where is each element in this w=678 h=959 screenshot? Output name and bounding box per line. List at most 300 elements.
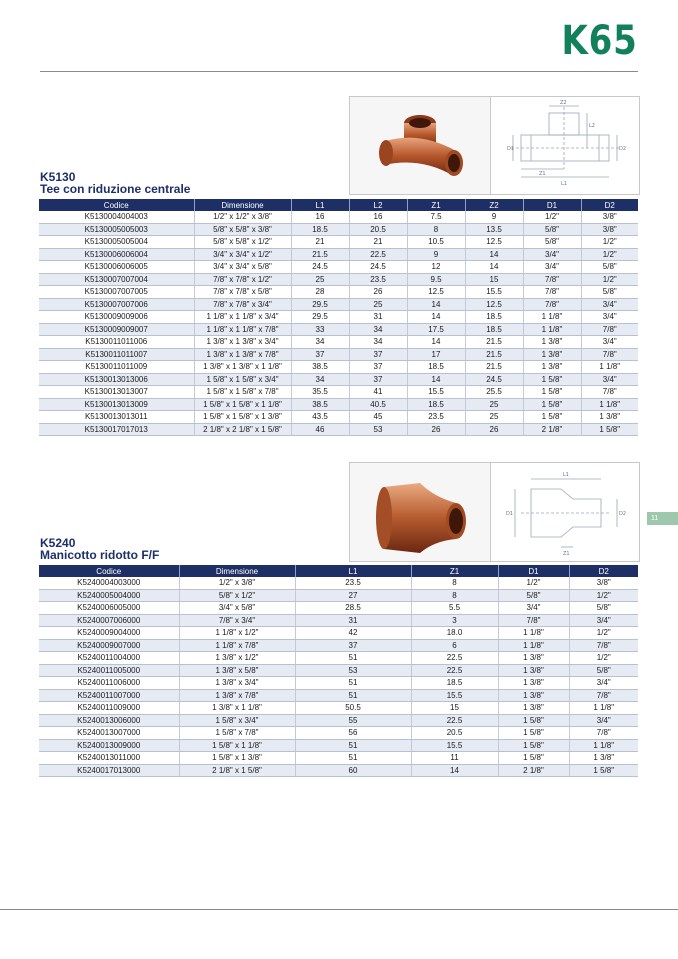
table-cell: 7/8" x 7/8" x 3/4"	[194, 298, 291, 311]
table-cell: K5130004004003	[39, 211, 194, 223]
table-row	[39, 627, 638, 640]
table-cell: 31	[295, 614, 411, 627]
table-cell: 53	[295, 664, 411, 677]
table-cell: K5240011006000	[39, 677, 179, 690]
table-cell: 7/8"	[581, 386, 638, 399]
table-cell: 1 5/8" x 1 5/8" x 1 3/8"	[194, 411, 291, 424]
table-row	[39, 652, 638, 665]
table-cell: 11	[411, 752, 498, 765]
table-cell: 18.5	[411, 677, 498, 690]
table-cell: 1 5/8"	[523, 398, 581, 411]
table-cell: 55	[295, 714, 411, 727]
table-cell: K5130009009007	[39, 323, 194, 336]
table-cell: 1 5/8"	[523, 373, 581, 386]
table-cell: 29.5	[291, 311, 349, 324]
reducer-label-d1: D1	[506, 511, 514, 517]
table-cell: 25	[465, 398, 523, 411]
table-cell: 2 1/8" x 1 5/8"	[179, 764, 295, 777]
table-cell: 23.5	[349, 273, 407, 286]
table-cell: 25.5	[465, 386, 523, 399]
table-row	[39, 398, 638, 411]
table-cell: 10.5	[407, 236, 465, 249]
table-row	[39, 739, 638, 752]
table-cell: 40.5	[349, 398, 407, 411]
table-row	[39, 211, 638, 223]
table-row	[39, 261, 638, 274]
table-cell: 1 3/8"	[523, 348, 581, 361]
table-cell: 14	[465, 248, 523, 261]
table-cell: K5240013007000	[39, 727, 179, 740]
table-cell: 18.5	[465, 311, 523, 324]
table-cell: 9.5	[407, 273, 465, 286]
table-cell: 18.0	[411, 627, 498, 640]
reducer-label-z1: Z1	[563, 551, 570, 557]
table-row	[39, 286, 638, 299]
table-cell: 38.5	[291, 361, 349, 374]
table-cell: 14	[407, 373, 465, 386]
table-cell: 9	[465, 211, 523, 223]
table-cell: K5130007007004	[39, 273, 194, 286]
table-cell: 16	[349, 211, 407, 223]
table-cell: 3/8"	[569, 577, 638, 589]
table-cell: 17	[407, 348, 465, 361]
table-cell: 3/4"	[569, 677, 638, 690]
page-number-tab: 11	[647, 512, 678, 525]
table-cell: K5130013013009	[39, 398, 194, 411]
table-cell: 34	[349, 323, 407, 336]
table-cell: 7/8" x 7/8" x 1/2"	[194, 273, 291, 286]
table-cell: 24.5	[291, 261, 349, 274]
table-cell: 1 1/8"	[498, 639, 569, 652]
table-cell: 9	[407, 248, 465, 261]
table-cell: 8	[411, 577, 498, 589]
table-cell: 15	[465, 273, 523, 286]
table-row	[39, 639, 638, 652]
table-cell: 3/4"	[569, 614, 638, 627]
reducer-label-d2: D2	[619, 511, 627, 517]
table-row	[39, 423, 638, 436]
column-header: Codice	[39, 565, 179, 577]
table-cell: 3/8"	[581, 223, 638, 236]
table-cell: 5/8" x 1/2"	[179, 589, 295, 602]
table-cell: 53	[349, 423, 407, 436]
table-cell: 24.5	[349, 261, 407, 274]
table-cell: 3/4"	[581, 336, 638, 349]
table-cell: 7.5	[407, 211, 465, 223]
table-row	[39, 323, 638, 336]
table-cell: K5240007006000	[39, 614, 179, 627]
table-row	[39, 714, 638, 727]
table-cell: 3/4" x 3/4" x 1/2"	[194, 248, 291, 261]
table-cell: 1 5/8"	[498, 739, 569, 752]
tee-label-l1: L1	[561, 181, 567, 187]
table-row	[39, 677, 638, 690]
table-cell: 12.5	[407, 286, 465, 299]
table-row	[39, 589, 638, 602]
table-cell: K5130009009006	[39, 311, 194, 324]
table-cell: 14	[411, 764, 498, 777]
table-cell: K5240004003000	[39, 577, 179, 589]
table-row	[39, 411, 638, 424]
column-header: L1	[295, 565, 411, 577]
table-cell: 1 1/8" x 1 1/8" x 3/4"	[194, 311, 291, 324]
table-cell: 1 3/8"	[498, 689, 569, 702]
table-cell: 2 1/8"	[523, 423, 581, 436]
table-cell: 1 1/8"	[569, 739, 638, 752]
table-cell: 3/4"	[569, 714, 638, 727]
table-cell: 1/2"	[498, 577, 569, 589]
table-cell: 31	[349, 311, 407, 324]
table-cell: 3/4"	[581, 373, 638, 386]
table-cell: 15.5	[411, 739, 498, 752]
table-cell: 2 1/8"	[498, 764, 569, 777]
table-cell: 5/8"	[581, 261, 638, 274]
table-cell: K5240013011000	[39, 752, 179, 765]
table-cell: 1 3/8" x 1 3/8" x 7/8"	[194, 348, 291, 361]
table-cell: 18.5	[291, 223, 349, 236]
header-divider	[40, 71, 638, 72]
table-cell: 33	[291, 323, 349, 336]
table-cell: 7/8"	[569, 727, 638, 740]
table-cell: 21.5	[465, 348, 523, 361]
table-cell: 37	[349, 348, 407, 361]
table-cell: 5/8"	[581, 286, 638, 299]
table-cell: 18.5	[465, 323, 523, 336]
table-cell: 3/4"	[581, 298, 638, 311]
table-row	[39, 702, 638, 715]
table-cell: 35.5	[291, 386, 349, 399]
k5240-table	[39, 565, 638, 777]
table-cell: 1 1/8" x 1 1/8" x 7/8"	[194, 323, 291, 336]
table-cell: 34	[291, 336, 349, 349]
footer-divider	[0, 909, 678, 910]
k5130-code: K5130	[40, 170, 76, 184]
table-cell: 5/8"	[523, 223, 581, 236]
table-cell: 1 1/8" x 1/2"	[179, 627, 295, 640]
table-cell: K5130005005004	[39, 236, 194, 249]
table-cell: 1 3/8"	[498, 664, 569, 677]
table-cell: 1 1/8"	[523, 311, 581, 324]
tee-label-d1: D1	[507, 146, 515, 152]
table-cell: 37	[291, 348, 349, 361]
table-cell: 13.5	[465, 223, 523, 236]
table-cell: 56	[295, 727, 411, 740]
table-cell: 1 1/8"	[581, 361, 638, 374]
table-cell: 2 1/8" x 2 1/8" x 1 5/8"	[194, 423, 291, 436]
table-cell: 29.5	[291, 298, 349, 311]
table-cell: 14	[407, 336, 465, 349]
table-cell: 1 1/8"	[569, 702, 638, 715]
table-row	[39, 311, 638, 324]
table-cell: K5240013009000	[39, 739, 179, 752]
table-row	[39, 223, 638, 236]
table-cell: 1/2"	[569, 652, 638, 665]
table-cell: K5240011009000	[39, 702, 179, 715]
table-cell: 1/2" x 1/2" x 3/8"	[194, 211, 291, 223]
table-cell: 14	[407, 311, 465, 324]
table-cell: 27	[295, 589, 411, 602]
column-header: Codice	[39, 199, 194, 211]
table-cell: K5240011005000	[39, 664, 179, 677]
column-header: Z1	[411, 565, 498, 577]
table-cell: 24.5	[465, 373, 523, 386]
table-cell: 1 1/8" x 7/8"	[179, 639, 295, 652]
table-row	[39, 361, 638, 374]
column-header: D1	[498, 565, 569, 577]
table-cell: K5130013013007	[39, 386, 194, 399]
table-cell: 1 5/8" x 1 5/8" x 7/8"	[194, 386, 291, 399]
table-cell: 18.5	[407, 361, 465, 374]
table-cell: 7/8"	[581, 323, 638, 336]
table-cell: 7/8" x 3/4"	[179, 614, 295, 627]
table-row	[39, 298, 638, 311]
table-cell: 1 5/8"	[498, 752, 569, 765]
tee-technical-drawing	[490, 96, 640, 195]
table-cell: 1 5/8"	[581, 423, 638, 436]
column-header: Z2	[465, 199, 523, 211]
table-cell: 37	[295, 639, 411, 652]
table-cell: 43.5	[291, 411, 349, 424]
table-cell: 46	[291, 423, 349, 436]
series-title: K65	[561, 18, 638, 64]
table-cell: 1 5/8" x 1 5/8" x 1 1/8"	[194, 398, 291, 411]
table-cell: 51	[295, 752, 411, 765]
reducer-label-l1: L1	[563, 472, 569, 478]
table-cell: 5/8"	[569, 602, 638, 615]
table-cell: 1 3/8" x 1 1/8"	[179, 702, 295, 715]
table-row	[39, 348, 638, 361]
table-cell: 5/8"	[569, 664, 638, 677]
table-cell: 8	[407, 223, 465, 236]
table-cell: 7/8"	[581, 348, 638, 361]
table-cell: 7/8"	[523, 273, 581, 286]
table-cell: 15.5	[465, 286, 523, 299]
table-cell: 51	[295, 739, 411, 752]
table-cell: 25	[465, 411, 523, 424]
table-cell: 3/4"	[523, 261, 581, 274]
table-cell: 1 5/8"	[569, 764, 638, 777]
column-header: L1	[291, 199, 349, 211]
column-header: L2	[349, 199, 407, 211]
table-row	[39, 248, 638, 261]
table-cell: 21	[349, 236, 407, 249]
table-cell: 18.5	[407, 398, 465, 411]
table-cell: 5/8"	[498, 589, 569, 602]
reducer-dimension-diagram	[491, 463, 639, 561]
column-header: D2	[569, 565, 638, 577]
table-cell: K5130013013006	[39, 373, 194, 386]
table-cell: 12.5	[465, 298, 523, 311]
table-cell: 1 1/8"	[523, 323, 581, 336]
table-cell: K5240006005000	[39, 602, 179, 615]
column-header: D1	[523, 199, 581, 211]
table-cell: 1 3/8"	[498, 677, 569, 690]
table-cell: 1 3/8" x 3/4"	[179, 677, 295, 690]
table-cell: K5130013013011	[39, 411, 194, 424]
table-cell: 15.5	[407, 386, 465, 399]
table-cell: 7/8"	[523, 298, 581, 311]
table-cell: K5130011011009	[39, 361, 194, 374]
k5240-title: Manicotto ridotto F/F	[40, 548, 160, 562]
table-cell: 17.5	[407, 323, 465, 336]
table-row	[39, 764, 638, 777]
table-cell: 1 5/8"	[523, 386, 581, 399]
table-cell: 1/2"	[581, 248, 638, 261]
table-cell: 1 5/8" x 1 1/8"	[179, 739, 295, 752]
table-row	[39, 386, 638, 399]
table-cell: K5130005005003	[39, 223, 194, 236]
table-cell: 1 1/8"	[581, 398, 638, 411]
table-cell: 1 3/8"	[498, 702, 569, 715]
table-cell: 51	[295, 652, 411, 665]
table-cell: 1/2"	[523, 211, 581, 223]
table-cell: K5130006006004	[39, 248, 194, 261]
tee-label-z1: Z1	[539, 171, 546, 177]
table-cell: 15.5	[411, 689, 498, 702]
table-cell: 34	[349, 336, 407, 349]
table-cell: 26	[407, 423, 465, 436]
table-cell: 25	[349, 298, 407, 311]
table-cell: 34	[291, 373, 349, 386]
table-cell: 1 3/8" x 1/2"	[179, 652, 295, 665]
table-cell: 22.5	[411, 652, 498, 665]
table-cell: K5130011011007	[39, 348, 194, 361]
copper-reducer-icon	[350, 463, 490, 561]
reducer-photo	[349, 462, 491, 562]
table-cell: K5130007007005	[39, 286, 194, 299]
table-cell: 16	[291, 211, 349, 223]
table-cell: 1 3/8" x 7/8"	[179, 689, 295, 702]
table-cell: 1/2"	[569, 589, 638, 602]
copper-tee-icon	[350, 97, 490, 194]
table-cell: K5240013006000	[39, 714, 179, 727]
reducer-technical-drawing	[490, 462, 640, 562]
table-cell: 1 3/8"	[523, 336, 581, 349]
table-cell: 21.5	[465, 336, 523, 349]
table-cell: 3/4"	[523, 248, 581, 261]
table-cell: 21	[291, 236, 349, 249]
table-cell: 28	[291, 286, 349, 299]
table-cell: K5130006006005	[39, 261, 194, 274]
k5130-table	[39, 199, 638, 436]
table-cell: 26	[465, 423, 523, 436]
table-cell: 7/8"	[523, 286, 581, 299]
table-cell: K5240009004000	[39, 627, 179, 640]
table-cell: 26	[349, 286, 407, 299]
table-cell: 5/8"	[523, 236, 581, 249]
table-cell: 1 3/8"	[581, 411, 638, 424]
table-row	[39, 373, 638, 386]
table-cell: 5/8" x 5/8" x 3/8"	[194, 223, 291, 236]
table-row	[39, 336, 638, 349]
table-cell: 7/8"	[569, 639, 638, 652]
table-cell: 60	[295, 764, 411, 777]
table-cell: 22.5	[411, 664, 498, 677]
tee-label-d2: D2	[619, 146, 627, 152]
table-row	[39, 689, 638, 702]
table-cell: 20.5	[411, 727, 498, 740]
table-row	[39, 752, 638, 765]
table-cell: 1/2"	[569, 627, 638, 640]
table-cell: 1 3/8" x 1 3/8" x 1 1/8"	[194, 361, 291, 374]
table-cell: K5240011007000	[39, 689, 179, 702]
table-row	[39, 602, 638, 615]
table-cell: 12	[407, 261, 465, 274]
table-cell: 7/8" x 7/8" x 5/8"	[194, 286, 291, 299]
table-cell: 41	[349, 386, 407, 399]
table-cell: 6	[411, 639, 498, 652]
table-cell: 7/8"	[498, 614, 569, 627]
tee-label-l2: L2	[589, 123, 595, 129]
table-cell: 5.5	[411, 602, 498, 615]
table-row	[39, 236, 638, 249]
column-header: Z1	[407, 199, 465, 211]
table-cell: 3/8"	[581, 211, 638, 223]
table-cell: 3/4" x 5/8"	[179, 602, 295, 615]
table-cell: 23.5	[407, 411, 465, 424]
table-cell: 7/8"	[569, 689, 638, 702]
tee-photo	[349, 96, 491, 195]
table-cell: K5240011004000	[39, 652, 179, 665]
table-cell: 21.5	[465, 361, 523, 374]
table-row	[39, 727, 638, 740]
table-cell: K5240005004000	[39, 589, 179, 602]
table-cell: 1 1/8"	[498, 627, 569, 640]
table-cell: 1 3/8" x 5/8"	[179, 664, 295, 677]
table-cell: 1/2" x 3/8"	[179, 577, 295, 589]
table-cell: 3	[411, 614, 498, 627]
column-header: Dimensione	[194, 199, 291, 211]
table-cell: 42	[295, 627, 411, 640]
table-cell: 3/4" x 3/4" x 5/8"	[194, 261, 291, 274]
tee-dimension-diagram	[491, 97, 639, 194]
k5130-title: Tee con riduzione centrale	[40, 182, 191, 196]
table-cell: 1 5/8"	[498, 727, 569, 740]
table-row	[39, 664, 638, 677]
table-cell: 15	[411, 702, 498, 715]
table-cell: 1 3/8"	[569, 752, 638, 765]
k5240-code: K5240	[40, 536, 76, 550]
table-cell: 22.5	[349, 248, 407, 261]
table-row	[39, 273, 638, 286]
table-cell: 1 5/8"	[498, 714, 569, 727]
table-cell: 1 5/8" x 7/8"	[179, 727, 295, 740]
table-cell: 1 3/8"	[523, 361, 581, 374]
table-cell: 1 5/8"	[523, 411, 581, 424]
table-cell: 28.5	[295, 602, 411, 615]
table-cell: 1 5/8" x 1 5/8" x 3/4"	[194, 373, 291, 386]
table-cell: 37	[349, 361, 407, 374]
table-cell: 22.5	[411, 714, 498, 727]
table-cell: K5240009007000	[39, 639, 179, 652]
tee-label-z2: Z2	[560, 100, 567, 106]
table-cell: 8	[411, 589, 498, 602]
table-cell: 37	[349, 373, 407, 386]
column-header: D2	[581, 199, 638, 211]
table-cell: 3/4"	[581, 311, 638, 324]
table-row	[39, 614, 638, 627]
table-cell: K5130017017013	[39, 423, 194, 436]
table-cell: 45	[349, 411, 407, 424]
table-cell: 51	[295, 689, 411, 702]
table-cell: 50.5	[295, 702, 411, 715]
table-cell: K5130007007006	[39, 298, 194, 311]
table-cell: 21.5	[291, 248, 349, 261]
table-cell: 51	[295, 677, 411, 690]
table-cell: K5240017013000	[39, 764, 179, 777]
table-cell: 3/4"	[498, 602, 569, 615]
table-cell: 1/2"	[581, 273, 638, 286]
